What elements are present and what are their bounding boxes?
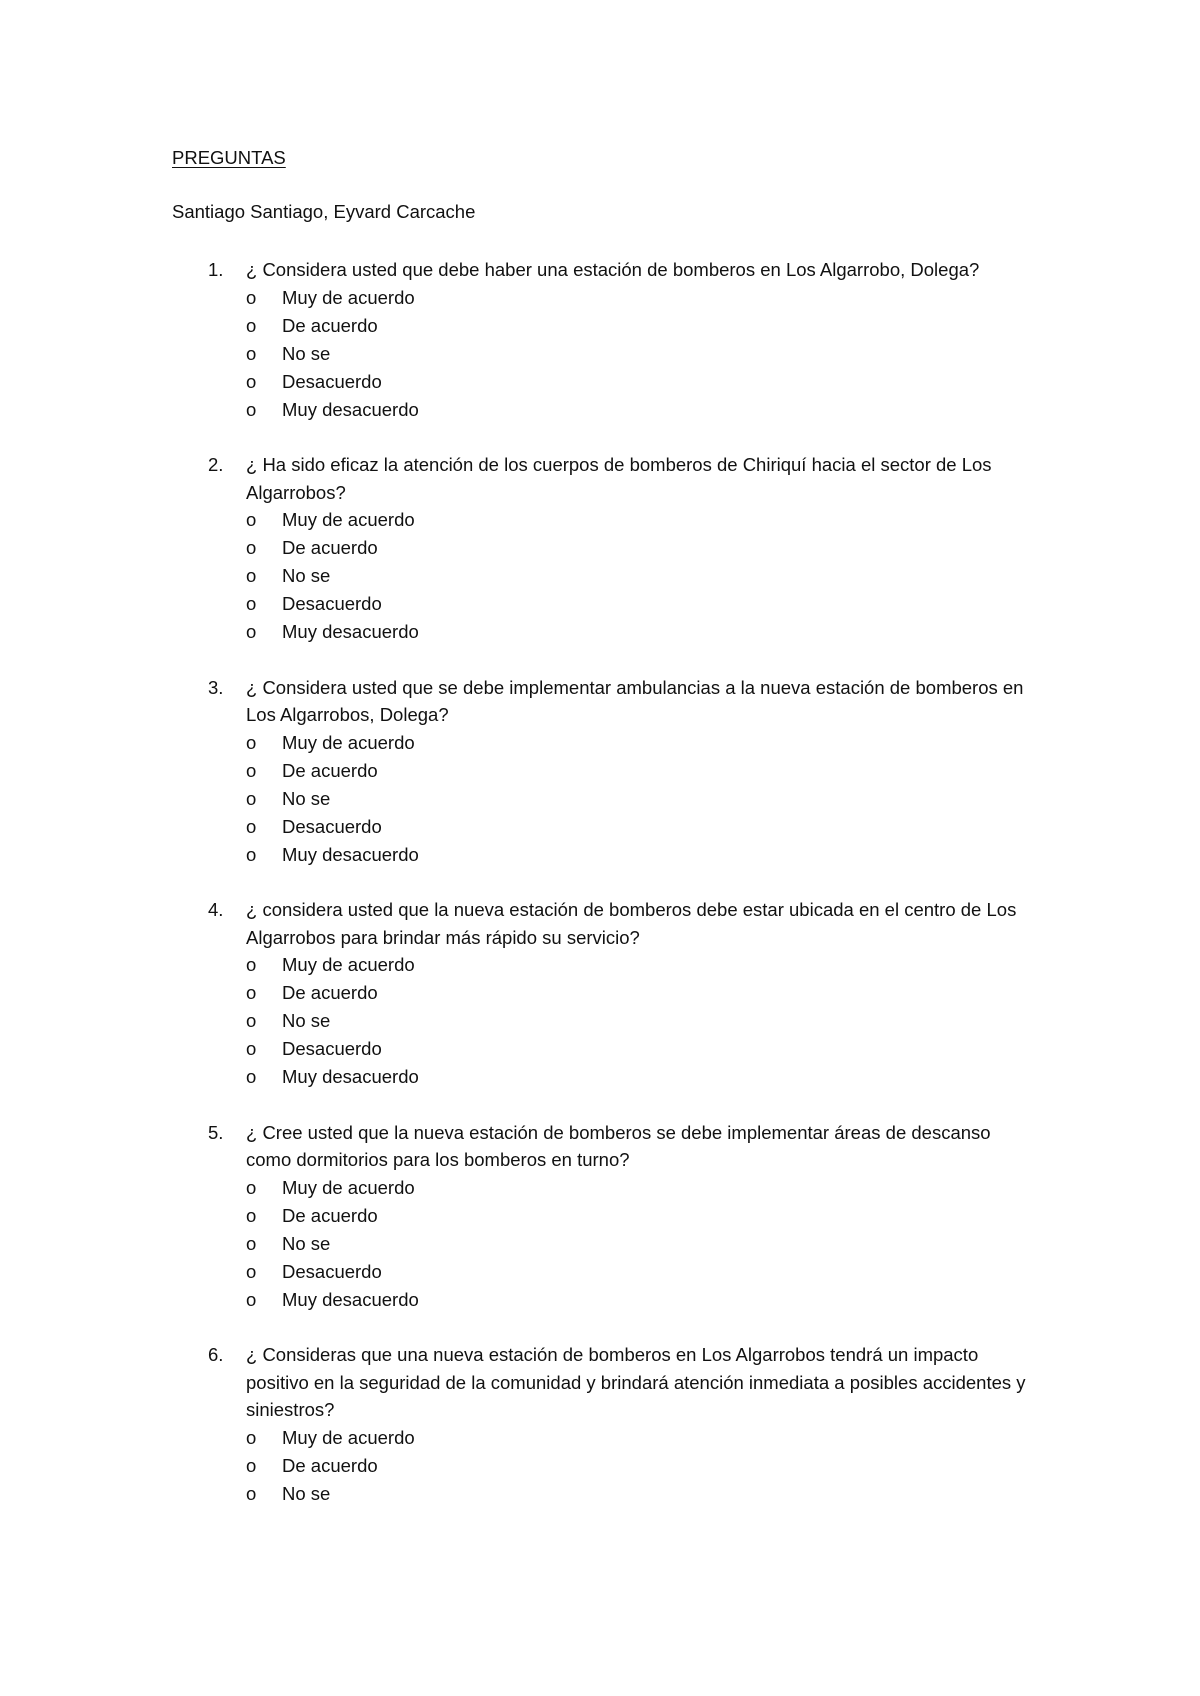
answer-option [0,951,1200,979]
circle-bullet-icon: o [246,1260,257,1282]
answer-option-label: Muy desacuerdo [282,1288,419,1310]
circle-bullet-icon: o [246,815,257,837]
question-item [0,451,1200,646]
answer-option [0,979,1200,1007]
question-text: ¿ Considera usted que se debe implementar ambulancias a la nueva estación de bomberos en Los Algarrobos, Dolega? [246,676,1024,725]
answer-option-label: Muy desacuerdo [282,398,419,420]
answer-option [0,1230,1200,1258]
circle-bullet-icon: o [246,1010,257,1031]
answer-option-label: Muy de acuerdo [282,954,415,975]
authors-line: Santiago Santiago, Eyvard Carcache [172,201,476,222]
answer-option-label: No se [282,342,331,364]
circle-bullet-icon: o [246,342,257,364]
circle-bullet-icon: o [246,731,257,753]
answer-option-label: Muy de acuerdo [282,731,415,753]
answer-option [0,1007,1200,1035]
answer-option [0,1063,1200,1091]
question-item [0,1341,1200,1508]
question-item [0,674,1200,869]
question-text: ¿ Consideras que una nueva estación de bomberos en Los Algarrobos tendrá un impacto positivo en la seguridad de la comunidad y brindará atención inmediata a posibles accidentes y siniestros? [246,1344,1026,1420]
answer-option [0,785,1200,813]
question-text: ¿ considera usted que la nueva estación de bomberos debe estar ubicada en el centro de Los Algarrobos para brindar más rápido su servicio? [246,899,1017,948]
answer-option-label: De acuerdo [282,1204,378,1226]
answer-option-label: Muy desacuerdo [282,1066,419,1087]
answer-options [0,1424,1200,1508]
answer-options [0,1174,1200,1314]
answer-option [0,396,1200,424]
question-number: 6. [208,1344,224,1365]
circle-bullet-icon: o [246,787,257,809]
question-list [0,256,1200,1535]
answer-option [0,534,1200,562]
answer-option-label: Desacuerdo [282,593,382,614]
circle-bullet-icon: o [246,1482,257,1504]
answer-option-label: De acuerdo [282,314,378,336]
circle-bullet-icon: o [246,1426,257,1448]
circle-bullet-icon: o [246,982,257,1003]
answer-option [0,340,1200,368]
answer-option-label: Muy de acuerdo [282,286,415,308]
answer-options [0,729,1200,869]
answer-option-label: De acuerdo [282,759,378,781]
answer-option [0,284,1200,312]
answer-option-label: No se [282,565,331,586]
circle-bullet-icon: o [246,286,257,308]
answer-option-label: No se [282,1010,331,1031]
answer-option-label: Desacuerdo [282,370,382,392]
question-item [0,256,1200,424]
circle-bullet-icon: o [246,398,257,420]
answer-option [0,1035,1200,1063]
answer-option [0,757,1200,785]
circle-bullet-icon: o [246,593,257,614]
answer-option [0,813,1200,841]
circle-bullet-icon: o [246,537,257,558]
question-text: ¿ Cree usted que la nueva estación de bomberos se debe implementar áreas de descanso como dormitorios para los bomberos en turno? [246,1121,991,1170]
answer-option [0,618,1200,646]
circle-bullet-icon: o [246,1204,257,1226]
answer-option [0,590,1200,618]
question-number: 2. [208,454,224,475]
question-number: 4. [208,899,224,920]
circle-bullet-icon: o [246,1066,257,1087]
answer-option [0,368,1200,396]
circle-bullet-icon: o [246,370,257,392]
circle-bullet-icon: o [246,1232,257,1254]
answer-option [0,312,1200,340]
document-heading: PREGUNTAS [172,147,286,168]
answer-option [0,1424,1200,1452]
answer-options [0,284,1200,424]
answer-option [0,1452,1200,1480]
answer-option-label: Muy desacuerdo [282,843,419,865]
circle-bullet-icon: o [246,1038,257,1059]
answer-option-label: Muy de acuerdo [282,1176,415,1198]
circle-bullet-icon: o [246,509,257,530]
answer-option-label: No se [282,1482,331,1504]
answer-option-label: Desacuerdo [282,1260,382,1282]
answer-option [0,841,1200,869]
circle-bullet-icon: o [246,621,257,642]
answer-option-label: Muy de acuerdo [282,509,415,530]
circle-bullet-icon: o [246,1176,257,1198]
answer-option [0,506,1200,534]
answer-options [0,506,1200,646]
question-number: 3. [208,676,224,698]
circle-bullet-icon: o [246,954,257,975]
answer-option [0,562,1200,590]
question-item [0,1119,1200,1314]
answer-option-label: De acuerdo [282,537,378,558]
circle-bullet-icon: o [246,565,257,586]
question-number: 5. [208,1121,224,1143]
answer-option [0,1202,1200,1230]
answer-option-label: Muy de acuerdo [282,1426,415,1448]
answer-option-label: De acuerdo [282,1454,378,1476]
circle-bullet-icon: o [246,1288,257,1310]
answer-option-label: No se [282,787,331,809]
answer-option [0,729,1200,757]
answer-option [0,1480,1200,1508]
question-number: 1. [208,259,224,280]
circle-bullet-icon: o [246,1454,257,1476]
question-item [0,896,1200,1091]
circle-bullet-icon: o [246,314,257,336]
answer-option [0,1174,1200,1202]
circle-bullet-icon: o [246,759,257,781]
answer-options [0,951,1200,1091]
question-text: ¿ Ha sido eficaz la atención de los cuerpos de bomberos de Chiriquí hacia el sector de Los Algarrobos? [246,454,992,503]
question-text: ¿ Considera usted que debe haber una estación de bomberos en Los Algarrobo, Dolega? [246,259,980,280]
answer-option-label: De acuerdo [282,982,378,1003]
answer-option-label: Desacuerdo [282,1038,382,1059]
answer-option-label: Muy desacuerdo [282,621,419,642]
answer-option [0,1258,1200,1286]
answer-option-label: Desacuerdo [282,815,382,837]
answer-option-label: No se [282,1232,331,1254]
circle-bullet-icon: o [246,843,257,865]
answer-option [0,1286,1200,1314]
